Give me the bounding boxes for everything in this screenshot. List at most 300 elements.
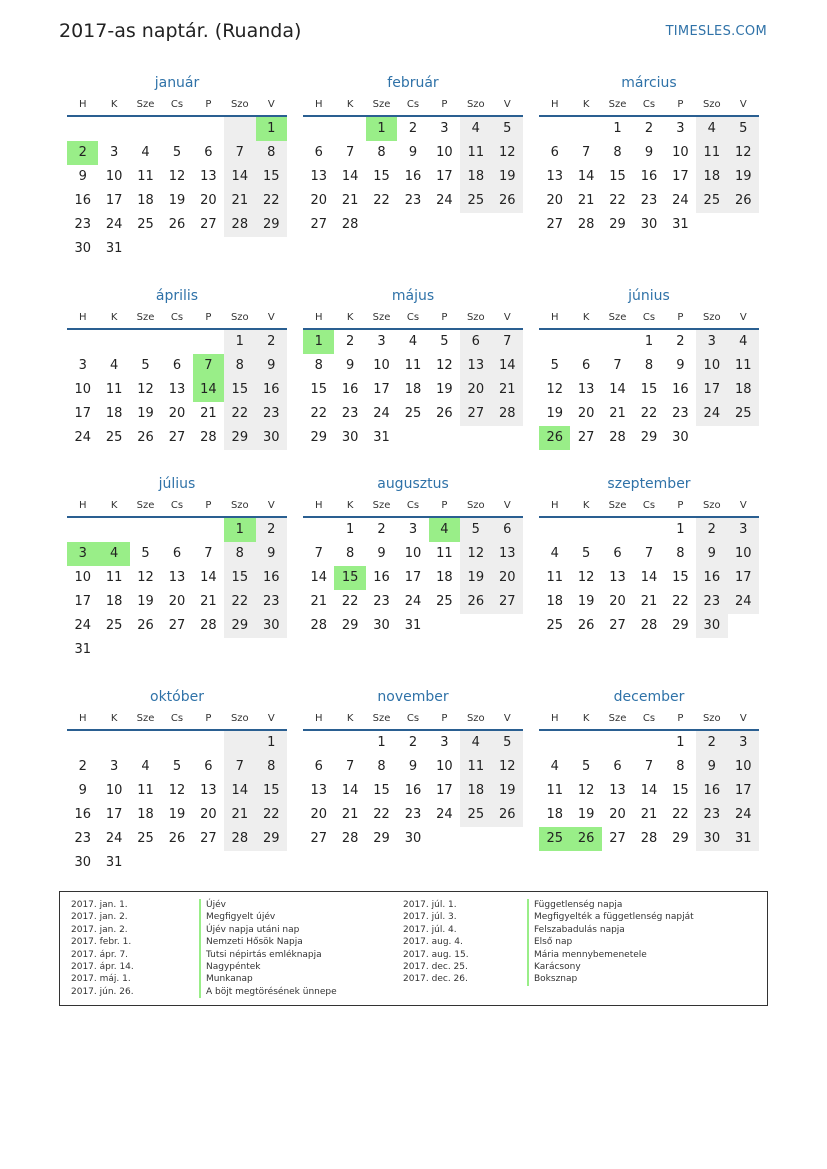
weekday-label: V: [739, 98, 747, 110]
day-cell: 4: [408, 334, 418, 349]
empty-day-cell: [492, 213, 523, 237]
day-cell: 22: [256, 189, 287, 213]
day-cell: 5: [492, 117, 523, 141]
day-cell: 13: [492, 542, 523, 566]
day-cell: 6: [204, 759, 213, 774]
holiday-day-cell: 1: [366, 117, 397, 141]
day-cell: 8: [377, 145, 386, 160]
empty-day-cell: [193, 851, 224, 875]
day-cell: 7: [204, 546, 213, 561]
day-cell: 28: [224, 213, 255, 237]
day-cell: 28: [640, 831, 658, 846]
empty-day-cell: [303, 731, 334, 755]
day-cell: 12: [168, 169, 186, 184]
day-cell: 11: [404, 358, 422, 373]
day-cell: 8: [676, 546, 685, 561]
weekday-label: K: [346, 311, 354, 323]
day-cell: 17: [404, 570, 422, 585]
day-cell: 11: [137, 783, 154, 798]
weekday-label: P: [205, 98, 212, 110]
empty-day-cell: [193, 237, 224, 261]
day-cell: 29: [310, 430, 327, 445]
day-cell: 19: [577, 807, 595, 822]
day-cell: 4: [109, 358, 119, 373]
month-5: [303, 286, 523, 450]
weekday-header: [67, 707, 287, 731]
weekday-label: H: [314, 98, 323, 110]
weekday-label: P: [677, 712, 684, 724]
weekday-label: Szo: [230, 712, 249, 724]
day-cell: 11: [460, 141, 491, 165]
weekday-label: K: [346, 499, 354, 511]
day-cell: 24: [728, 803, 759, 827]
weekday-label: V: [739, 712, 747, 724]
weekday-label: Sze: [372, 311, 391, 323]
day-cell: 22: [341, 594, 359, 609]
day-cell: 17: [728, 779, 759, 803]
day-cell: 30: [404, 831, 422, 846]
empty-day-cell: [460, 213, 491, 237]
month-name: július: [158, 476, 196, 492]
empty-day-cell: [98, 518, 129, 542]
day-grid: [303, 117, 523, 237]
month-4: [67, 286, 287, 450]
weekday-label: V: [267, 712, 275, 724]
day-cell: 31: [728, 827, 759, 851]
day-cell: 27: [200, 831, 217, 846]
empty-day-cell: [539, 518, 570, 542]
day-cell: 16: [373, 570, 390, 585]
day-cell: 25: [105, 430, 123, 445]
weekday-label: P: [205, 712, 212, 724]
weekday-label: P: [441, 712, 448, 724]
weekday-header: [303, 93, 523, 117]
day-cell: 6: [613, 546, 622, 561]
legend-holiday-name: Tutsi népirtás emléknapja: [199, 949, 322, 961]
day-cell: 10: [373, 358, 390, 373]
empty-day-cell: [539, 330, 570, 354]
day-cell: 8: [676, 759, 685, 774]
holiday-day-cell: 26: [539, 426, 570, 450]
weekday-label: Cs: [642, 98, 656, 110]
day-cell: 12: [492, 755, 523, 779]
weekday-label: Szo: [466, 499, 485, 511]
day-cell: 5: [550, 358, 559, 373]
day-cell: 5: [440, 334, 449, 349]
day-cell: 27: [577, 430, 595, 445]
day-cell: 4: [728, 330, 759, 354]
empty-day-cell: [224, 237, 255, 261]
empty-day-cell: [429, 213, 460, 237]
day-cell: 20: [609, 594, 626, 609]
day-cell: 7: [492, 330, 523, 354]
day-cell: 24: [728, 590, 759, 614]
empty-day-cell: [224, 117, 255, 141]
day-cell: 14: [310, 570, 327, 585]
day-cell: 29: [341, 618, 359, 633]
day-cell: 28: [200, 430, 217, 445]
weekday-header: [539, 494, 759, 518]
day-cell: 20: [609, 807, 626, 822]
empty-day-cell: [161, 638, 192, 662]
weekday-label: Cs: [170, 712, 184, 724]
day-cell: 9: [696, 542, 727, 566]
weekday-label: Szo: [230, 499, 249, 511]
day-cell: 26: [492, 803, 523, 827]
empty-day-cell: [67, 117, 98, 141]
empty-day-cell: [193, 518, 224, 542]
weekday-label: V: [739, 499, 747, 511]
day-cell: 21: [200, 594, 217, 609]
day-cell: 7: [314, 546, 323, 561]
legend-date: 2017. jan. 2.: [71, 912, 128, 923]
day-cell: 19: [137, 406, 154, 421]
legend-holiday-name: Boksznap: [527, 973, 577, 985]
day-cell: 11: [105, 382, 123, 397]
weekday-label: Cs: [170, 311, 184, 323]
day-cell: 3: [109, 759, 119, 774]
day-cell: 23: [256, 402, 287, 426]
day-cell: 5: [581, 546, 591, 561]
day-cell: 8: [345, 546, 355, 561]
day-cell: 15: [640, 382, 658, 397]
day-cell: 18: [460, 165, 491, 189]
day-cell: 22: [310, 406, 327, 421]
weekday-label: V: [267, 98, 275, 110]
empty-day-cell: [224, 731, 255, 755]
weekday-header: [303, 707, 523, 731]
day-cell: 27: [168, 618, 186, 633]
weekday-label: H: [78, 311, 87, 323]
day-cell: 14: [640, 570, 658, 585]
day-cell: 31: [672, 217, 689, 232]
day-cell: 6: [550, 145, 559, 160]
day-cell: 30: [696, 614, 727, 638]
empty-day-cell: [256, 851, 287, 875]
month-11: [303, 687, 523, 851]
day-cell: 29: [224, 614, 255, 638]
day-cell: 7: [644, 759, 654, 774]
day-cell: 1: [377, 735, 386, 750]
day-grid: [539, 731, 759, 851]
day-cell: 12: [137, 570, 154, 585]
day-cell: 2: [408, 735, 418, 750]
day-cell: 1: [676, 735, 685, 750]
weekday-label: V: [267, 311, 275, 323]
month-name: szeptember: [607, 476, 691, 492]
day-cell: 9: [78, 783, 87, 798]
day-cell: 30: [672, 430, 689, 445]
day-cell: 11: [546, 783, 563, 798]
empty-day-cell: [696, 426, 727, 450]
day-cell: 26: [728, 189, 759, 213]
weekday-label: Sze: [136, 712, 155, 724]
day-cell: 19: [168, 807, 186, 822]
day-cell: 2: [78, 759, 87, 774]
legend-holiday-name: A böjt megtörésének ünnepe: [199, 986, 337, 998]
month-name: május: [391, 288, 435, 304]
day-cell: 14: [492, 354, 523, 378]
day-cell: 31: [74, 642, 91, 657]
weekday-header: [539, 707, 759, 731]
day-grid: [539, 117, 759, 237]
holiday-day-cell: 3: [67, 542, 98, 566]
weekday-label: K: [110, 98, 118, 110]
empty-day-cell: [193, 330, 224, 354]
legend-date: 2017. júl. 4.: [403, 924, 457, 935]
day-cell: 2: [676, 334, 685, 349]
day-cell: 22: [256, 803, 287, 827]
month-name: február: [387, 75, 439, 91]
weekday-label: K: [582, 311, 590, 323]
day-cell: 21: [341, 193, 359, 208]
weekday-label: H: [314, 499, 323, 511]
day-cell: 12: [436, 358, 453, 373]
weekday-header: [539, 93, 759, 117]
day-cell: 12: [577, 783, 595, 798]
holiday-legend: [59, 891, 768, 1006]
day-cell: 30: [74, 855, 91, 870]
day-cell: 20: [200, 807, 217, 822]
day-cell: 23: [74, 831, 91, 846]
day-cell: 24: [74, 618, 91, 633]
day-cell: 11: [696, 141, 727, 165]
day-cell: 14: [341, 783, 359, 798]
day-cell: 4: [460, 731, 491, 755]
day-cell: 2: [696, 518, 727, 542]
day-cell: 3: [440, 735, 449, 750]
month-name: augusztus: [377, 476, 449, 492]
empty-day-cell: [429, 827, 460, 851]
legend-date: 2017. ápr. 7.: [71, 949, 129, 960]
day-cell: 9: [377, 546, 386, 561]
day-cell: 9: [676, 358, 685, 373]
day-cell: 29: [672, 831, 689, 846]
day-cell: 13: [609, 570, 626, 585]
day-cell: 17: [728, 566, 759, 590]
empty-day-cell: [130, 638, 161, 662]
day-cell: 21: [577, 193, 595, 208]
day-cell: 23: [696, 803, 727, 827]
day-cell: 29: [256, 213, 287, 237]
day-cell: 23: [74, 217, 91, 232]
day-cell: 23: [404, 807, 422, 822]
empty-day-cell: [570, 117, 601, 141]
day-cell: 18: [404, 382, 422, 397]
day-cell: 20: [460, 378, 491, 402]
day-cell: 29: [373, 831, 390, 846]
empty-day-cell: [224, 638, 255, 662]
day-cell: 26: [168, 831, 186, 846]
legend-date: 2017. júl. 3.: [403, 912, 457, 923]
day-cell: 16: [696, 779, 727, 803]
day-cell: 14: [609, 382, 626, 397]
day-cell: 21: [200, 406, 217, 421]
weekday-header: [67, 494, 287, 518]
weekday-label: K: [582, 712, 590, 724]
day-cell: 20: [492, 566, 523, 590]
empty-day-cell: [492, 827, 523, 851]
day-cell: 26: [492, 189, 523, 213]
day-cell: 28: [224, 827, 255, 851]
weekday-label: Sze: [372, 98, 391, 110]
day-cell: 19: [546, 406, 563, 421]
day-cell: 24: [672, 193, 689, 208]
day-cell: 24: [373, 406, 390, 421]
day-cell: 13: [546, 169, 563, 184]
day-cell: 11: [728, 354, 759, 378]
month-name: április: [155, 288, 199, 304]
weekday-label: Szo: [466, 311, 485, 323]
day-cell: 2: [377, 522, 386, 537]
day-cell: 28: [200, 618, 217, 633]
empty-day-cell: [570, 518, 601, 542]
day-cell: 10: [436, 145, 453, 160]
day-cell: 3: [676, 121, 685, 136]
holiday-day-cell: 1: [256, 117, 287, 141]
weekday-label: Szo: [230, 98, 249, 110]
weekday-label: H: [550, 98, 559, 110]
day-cell: 18: [546, 807, 563, 822]
empty-day-cell: [602, 330, 633, 354]
day-cell: 22: [224, 590, 255, 614]
weekday-label: K: [346, 712, 354, 724]
weekday-header: [539, 306, 759, 330]
day-cell: 17: [696, 378, 727, 402]
holiday-day-cell: 4: [429, 518, 460, 542]
day-cell: 16: [74, 807, 91, 822]
day-cell: 2: [345, 334, 355, 349]
legend-holiday-name: Megfigyelt újév: [199, 911, 275, 923]
day-cell: 10: [404, 546, 422, 561]
holiday-day-cell: 14: [193, 378, 224, 402]
day-cell: 22: [224, 402, 255, 426]
empty-day-cell: [728, 213, 759, 237]
day-cell: 20: [310, 807, 327, 822]
day-cell: 13: [200, 169, 217, 184]
weekday-label: Szo: [702, 98, 721, 110]
month-1: [67, 73, 287, 261]
month-12: [539, 687, 759, 851]
day-cell: 19: [492, 165, 523, 189]
day-cell: 9: [644, 145, 654, 160]
day-grid: [539, 518, 759, 638]
day-cell: 30: [373, 618, 390, 633]
day-cell: 11: [137, 169, 154, 184]
weekday-label: Cs: [406, 499, 420, 511]
weekday-label: Cs: [642, 712, 656, 724]
holiday-day-cell: 15: [334, 566, 365, 590]
weekday-label: H: [314, 311, 323, 323]
empty-day-cell: [130, 518, 161, 542]
weekday-label: Cs: [170, 499, 184, 511]
day-cell: 25: [696, 189, 727, 213]
empty-day-cell: [130, 237, 161, 261]
day-cell: 18: [436, 570, 453, 585]
day-cell: 25: [404, 406, 422, 421]
day-cell: 1: [345, 522, 355, 537]
day-cell: 6: [492, 518, 523, 542]
empty-day-cell: [130, 851, 161, 875]
day-cell: 29: [672, 618, 689, 633]
day-cell: 25: [460, 803, 491, 827]
day-cell: 25: [137, 217, 154, 232]
day-cell: 2: [408, 121, 418, 136]
day-cell: 8: [644, 358, 654, 373]
weekday-label: H: [78, 712, 87, 724]
day-cell: 28: [640, 618, 658, 633]
day-cell: 17: [672, 169, 689, 184]
day-cell: 24: [404, 594, 422, 609]
empty-day-cell: [161, 518, 192, 542]
day-cell: 27: [168, 430, 186, 445]
legend-date: 2017. máj. 1.: [71, 974, 131, 985]
weekday-label: Szo: [466, 712, 485, 724]
brand-link[interactable]: TIMESLES.COM: [665, 24, 767, 39]
empty-day-cell: [397, 213, 428, 237]
day-cell: 27: [609, 831, 626, 846]
day-cell: 29: [640, 430, 658, 445]
day-cell: 17: [436, 783, 453, 798]
empty-day-cell: [256, 237, 287, 261]
day-cell: 13: [200, 783, 217, 798]
day-cell: 27: [460, 402, 491, 426]
day-cell: 3: [78, 358, 87, 373]
day-cell: 13: [310, 169, 327, 184]
weekday-label: P: [205, 311, 212, 323]
weekday-label: Sze: [372, 712, 391, 724]
day-cell: 3: [728, 518, 759, 542]
weekday-label: Szo: [230, 311, 249, 323]
weekday-label: Sze: [608, 311, 627, 323]
legend-holiday-name: Újév: [199, 899, 226, 911]
day-cell: 28: [492, 402, 523, 426]
legend-holiday-name: Nemzeti Hősök Napja: [199, 936, 303, 948]
day-cell: 12: [137, 382, 154, 397]
day-cell: 18: [546, 594, 563, 609]
day-cell: 9: [345, 358, 355, 373]
day-cell: 8: [256, 141, 287, 165]
empty-day-cell: [539, 117, 570, 141]
day-cell: 16: [640, 169, 658, 184]
holiday-day-cell: 26: [570, 827, 601, 851]
day-cell: 25: [728, 402, 759, 426]
day-cell: 31: [105, 855, 123, 870]
day-cell: 15: [256, 779, 287, 803]
day-cell: 26: [168, 217, 186, 232]
day-cell: 8: [224, 542, 255, 566]
empty-day-cell: [728, 426, 759, 450]
legend-date: 2017. jan. 1.: [71, 900, 128, 910]
day-cell: 16: [672, 382, 689, 397]
day-cell: 7: [224, 755, 255, 779]
day-cell: 19: [137, 594, 154, 609]
empty-day-cell: [161, 851, 192, 875]
empty-day-cell: [539, 731, 570, 755]
day-cell: 26: [460, 590, 491, 614]
day-cell: 21: [224, 803, 255, 827]
day-cell: 2: [256, 518, 287, 542]
day-cell: 14: [200, 570, 217, 585]
day-cell: 15: [310, 382, 327, 397]
day-cell: 6: [172, 546, 182, 561]
day-cell: 21: [640, 807, 658, 822]
weekday-label: V: [267, 499, 275, 511]
day-grid: [539, 330, 759, 450]
weekday-label: V: [503, 311, 511, 323]
weekday-label: Sze: [608, 98, 627, 110]
month-10: [67, 687, 287, 875]
